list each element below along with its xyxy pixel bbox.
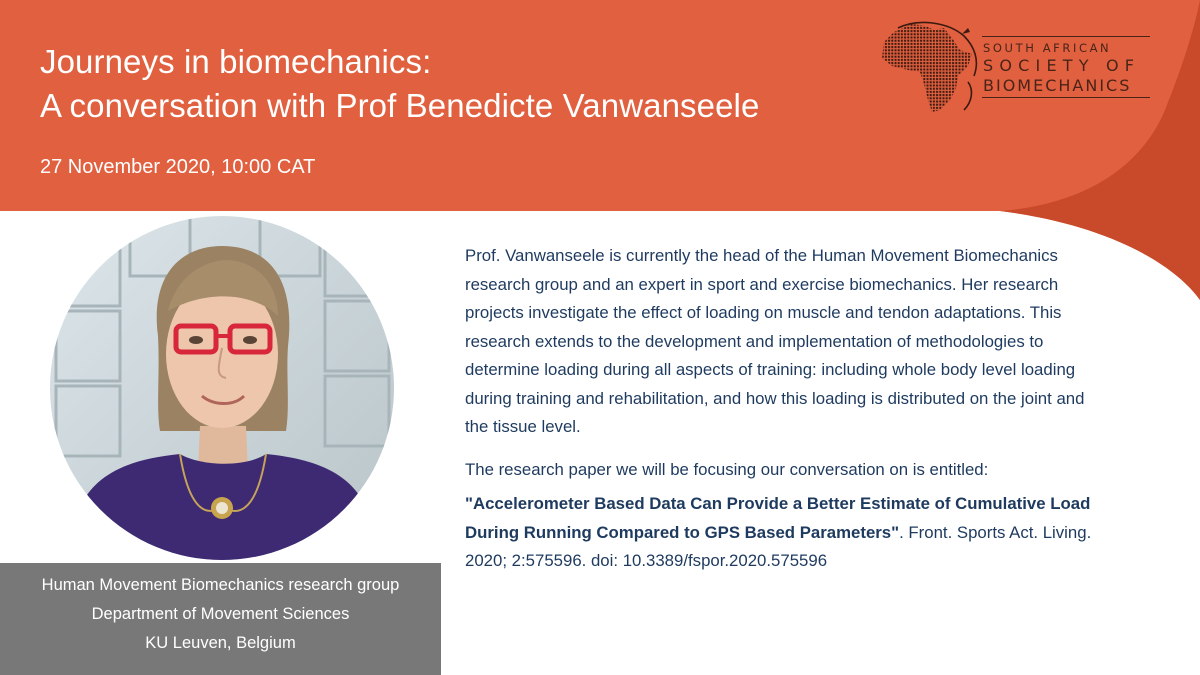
paper-citation: . Front. Sports Act. Living. 2020; 2:575596. doi: 10.3389/fspor.2020.575596 <box>465 522 1092 570</box>
paper-reference <box>465 490 1105 576</box>
paper-intro: The research paper we will be focusing our conversation on is entitled: <box>465 459 989 479</box>
affiliation-department: Department of Movement Sciences <box>91 605 350 623</box>
paper-title: "Accelerometer Based Data Can Provide a Better Estimate of Cumulative Load During Running Compared to GPS Based Parameters" <box>465 494 1091 542</box>
speaker-bio: Prof. Vanwanseele is currently the head of the Human Movement Biomechanics research group and an expert in sport and exercise biomechanics. Her research projects investigate the effect of loading on muscle and tendon adaptations. This research extends to the development and implementation of methodologies to determine loading during all aspects of training: including whole body level loading during training and rehabilitation, and how this loading is distributed on the joint and the tissue level. <box>465 246 1085 436</box>
affiliation-caption <box>0 563 441 675</box>
logo-rule-bottom <box>982 97 1150 98</box>
logo-line-2: SOCIETY OF <box>983 56 1141 75</box>
logo-wordmark <box>983 40 1140 96</box>
page-title <box>40 40 759 128</box>
society-logo <box>878 20 1158 115</box>
logo-line-1: SOUTH AFRICAN <box>983 41 1112 55</box>
logo-rule-top <box>982 36 1150 37</box>
africa-map-icon <box>878 20 983 115</box>
affiliation-group: Human Movement Biomechanics research group <box>41 576 400 594</box>
speaker-photo <box>50 216 394 560</box>
affiliation-location: KU Leuven, Belgium <box>145 634 296 652</box>
title-line-1: Journeys in biomechanics: <box>40 43 432 80</box>
title-line-2: A conversation with Prof Benedicte Vanwanseele <box>40 87 760 124</box>
event-date: 27 November 2020, 10:00 CAT <box>40 156 316 178</box>
speaker-portrait <box>50 216 394 560</box>
main-content <box>465 242 1105 576</box>
logo-line-3: BIOMECHANICS <box>983 76 1132 95</box>
